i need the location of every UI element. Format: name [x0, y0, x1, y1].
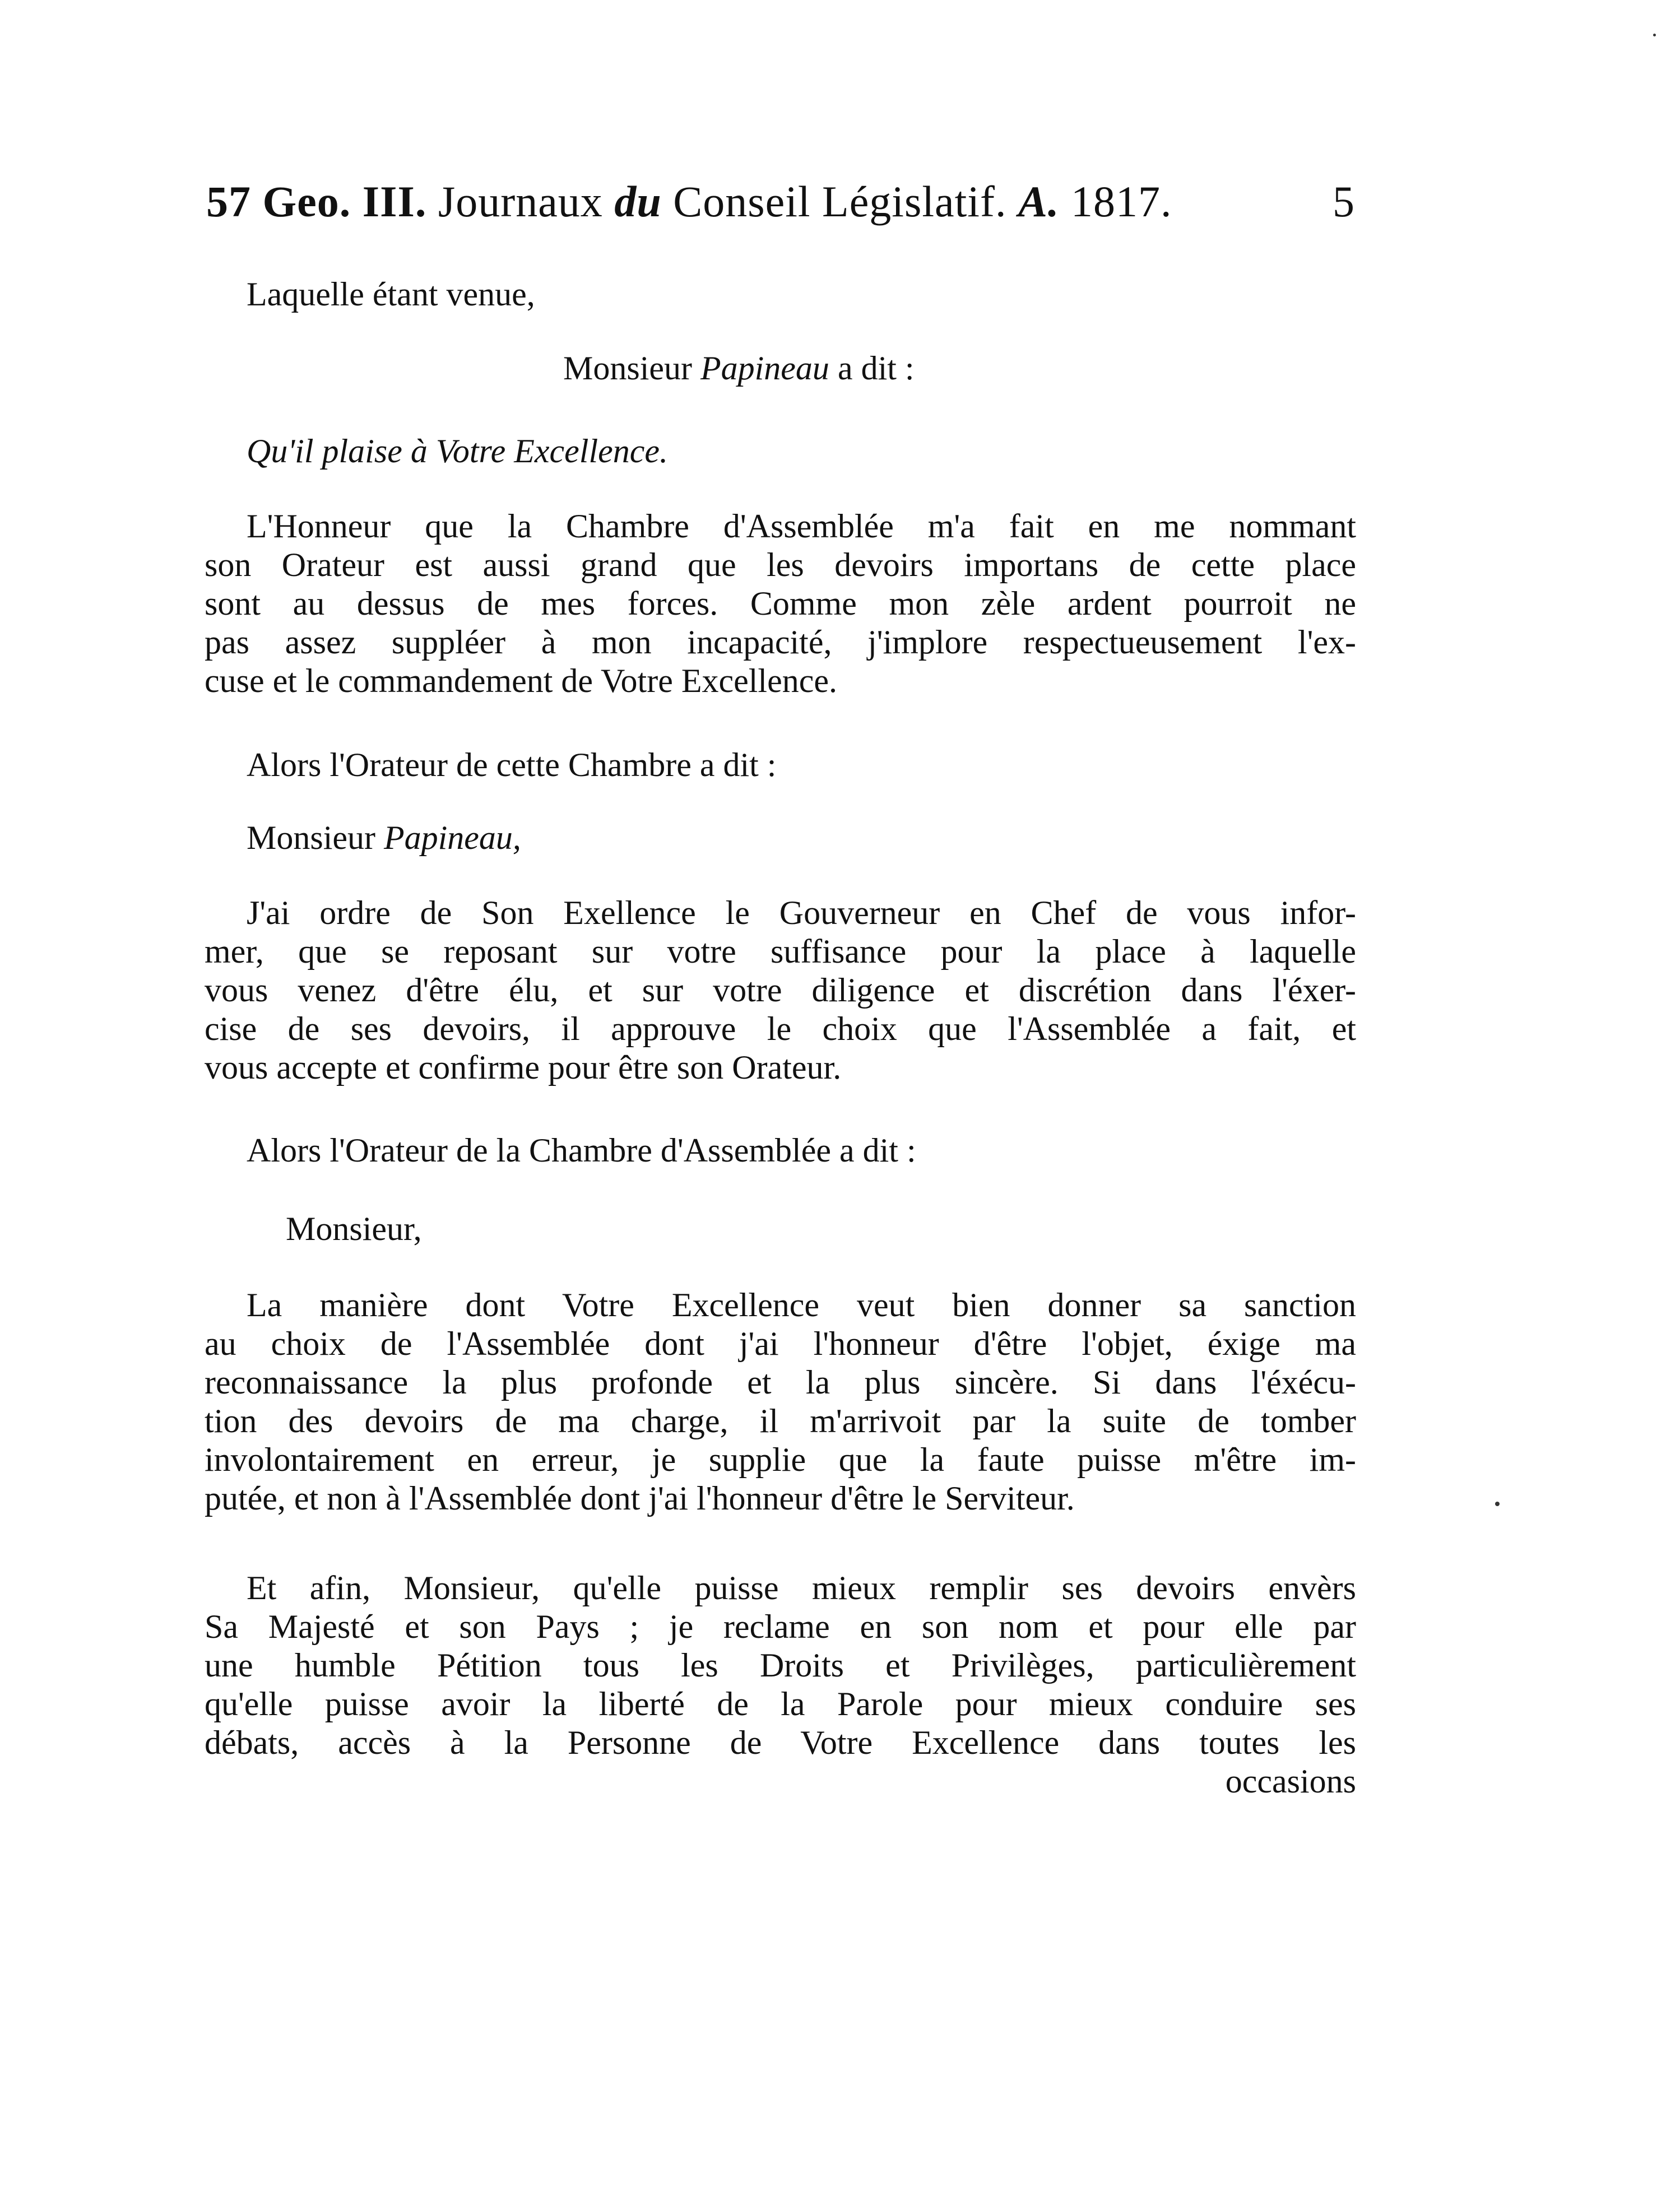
ink-speck [1653, 34, 1656, 36]
paragraph-line: mer, que se reposant sur votre suffisance pour la place à laquelle [205, 933, 1356, 970]
paragraph-2 [205, 894, 1356, 1087]
header-year: 1817. [1070, 177, 1172, 226]
paragraph-line: au choix de l'Assemblée dont j'ai l'honneur d'être l'objet, éxige ma [205, 1325, 1356, 1362]
header-session: 57 Geo. III. [206, 177, 427, 226]
header-anno: A. [1018, 177, 1060, 226]
paragraph-line: vous accepte et confirme pour être son Orateur. [205, 1049, 842, 1086]
paragraph-line: une humble Pétition tous les Droits et Privilèges, particulièrement [205, 1647, 1356, 1684]
paragraph-line: vous venez d'être élu, et sur votre diligence et discrétion dans l'éxer- [205, 972, 1356, 1009]
ink-speck [1495, 1502, 1500, 1506]
monsieur-prefix: Monsieur [563, 350, 692, 387]
salutation-1 [247, 818, 521, 857]
monsieur-suffix: a dit : [837, 350, 915, 387]
page-number: 5 [1333, 177, 1355, 226]
salutation-2: Monsieur, [286, 1210, 422, 1247]
laquelle-line: Laquelle étant venue, [247, 276, 535, 313]
paragraph-line: cise de ses devoirs, il approuve le choix que l'Assemblée a fait, et [205, 1010, 1356, 1047]
monsieur-papineau-line [563, 349, 915, 388]
paragraph-line: tion des devoirs de ma charge, il m'arrivoit par la suite de tomber [205, 1402, 1356, 1439]
paragraph-line: reconnaissance la plus profonde et la plus sincère. Si dans l'éxécu- [205, 1364, 1356, 1401]
salutation-name: Papineau, [383, 819, 521, 856]
running-header [206, 162, 1355, 241]
alors-line-1: Alors l'Orateur de cette Chambre a dit : [247, 746, 777, 783]
paragraph-line: La manière dont Votre Excellence veut bien donner sa sanction [247, 1286, 1356, 1323]
alors-line-2: Alors l'Orateur de la Chambre d'Assemblée a dit : [247, 1132, 916, 1169]
paragraph-line: pas assez suppléer à mon incapacité, j'implore respectueusement l'ex- [205, 624, 1356, 661]
header-du: du [614, 177, 662, 226]
address-line: Qu'il plaise à Votre Excellence. [247, 433, 669, 470]
paragraph-line: cuse et le commandement de Votre Excellence. [205, 662, 837, 699]
paragraph-line: L'Honneur que la Chambre d'Assemblée m'a fait en me nommant [247, 508, 1356, 545]
paragraph-4 [205, 1569, 1356, 1801]
paragraph-line: débats, accès à la Personne de Votre Excellence dans toutes les [205, 1724, 1356, 1761]
paragraph-line: Et afin, Monsieur, qu'elle puisse mieux remplir ses devoirs envèrs [247, 1569, 1356, 1606]
paragraph-line: putée, et non à l'Assemblée dont j'ai l'honneur d'être le Serviteur. [205, 1480, 1075, 1517]
catchword: occasions [1225, 1763, 1356, 1800]
salutation-prefix: Monsieur [247, 819, 375, 856]
paragraph-line: involontairement en erreur, je supplie que la faute puisse m'être im- [205, 1441, 1356, 1478]
paragraph-line: qu'elle puisse avoir la liberté de la Parole pour mieux conduire ses [205, 1685, 1356, 1722]
paragraph-line: J'ai ordre de Son Exellence le Gouverneur en Chef de vous infor- [247, 894, 1356, 931]
header-council: Conseil Législatif. [673, 177, 1007, 226]
paragraph-line: Sa Majesté et son Pays ; je reclame en son nom et pour elle par [205, 1608, 1356, 1645]
paragraph-line: sont au dessus de mes forces. Comme mon zèle ardent pourroit ne [205, 585, 1356, 622]
header-journal: Journaux [438, 177, 603, 226]
paragraph-1 [205, 507, 1356, 700]
paragraph-3 [205, 1286, 1356, 1518]
paragraph-line: son Orateur est aussi grand que les devoirs importans de cette place [205, 546, 1356, 583]
speaker-name: Papineau [700, 350, 829, 387]
